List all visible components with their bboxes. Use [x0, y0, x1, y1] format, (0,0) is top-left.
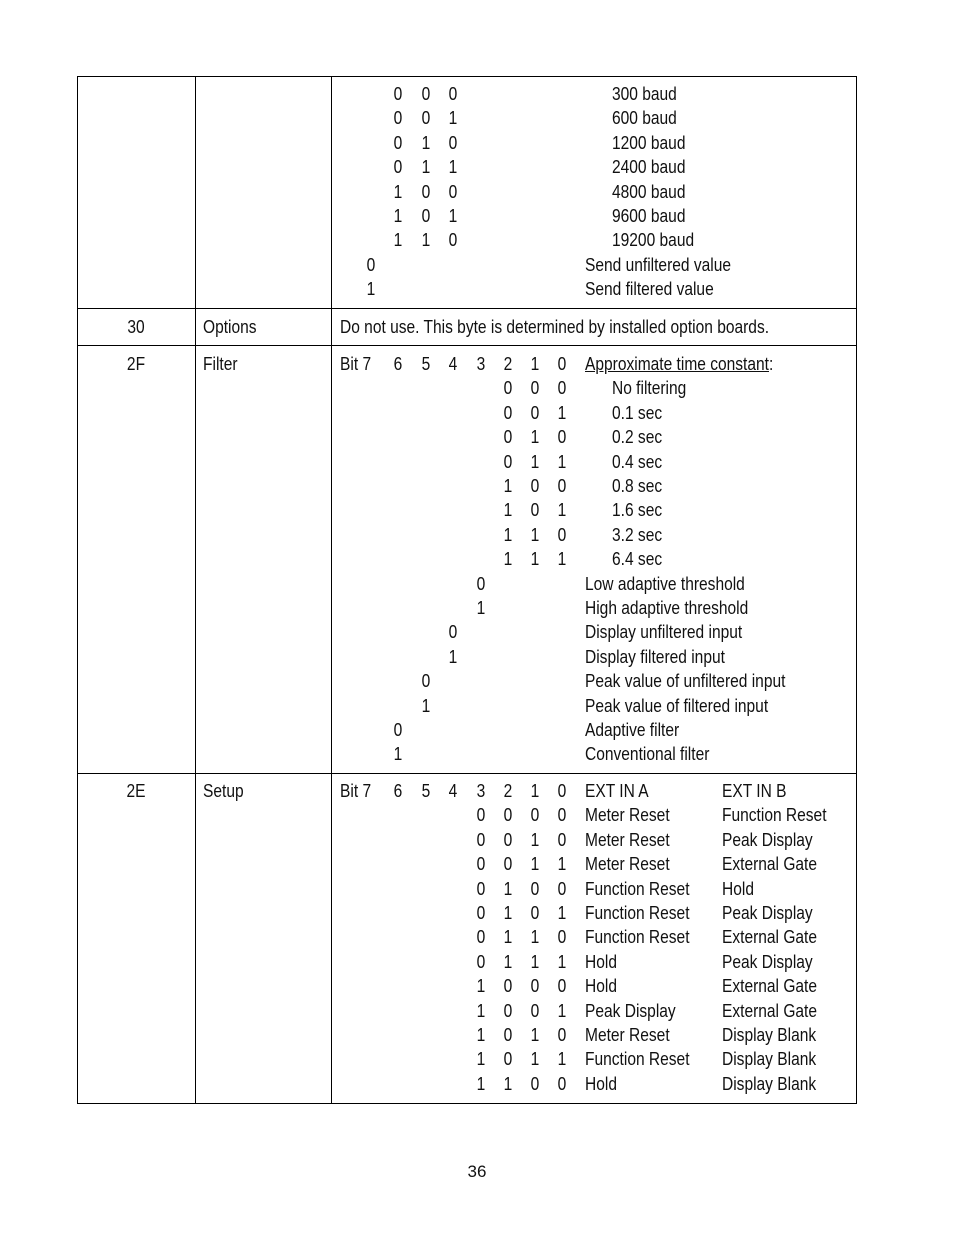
filter-desc-header: Approximate time constant [585, 353, 769, 374]
bit-value: 0 [557, 926, 567, 948]
bit-value: 1 [448, 156, 458, 178]
ext-in-a-function: Meter Reset [585, 804, 670, 826]
ext-in-b-function: External Gate [722, 999, 818, 1021]
bit-header: 3 [476, 353, 486, 374]
bit-value: 0 [557, 1024, 567, 1045]
bit-value: 1 [476, 975, 486, 997]
bit-value: 1 [503, 926, 513, 948]
bit-value: 0 [557, 804, 567, 826]
page-number: 36 [467, 1162, 487, 1181]
ext-in-b-function: Display Blank [722, 1072, 817, 1094]
bit-value: 0 [393, 156, 403, 178]
column-divider [195, 77, 196, 308]
bit-value: 0 [557, 877, 567, 899]
ext-in-a-function: Function Reset [585, 1048, 690, 1070]
bit-value: 1 [503, 475, 513, 496]
bit-value: 0 [421, 107, 431, 129]
bit-value: 0 [530, 902, 540, 923]
bit-header: 0 [557, 780, 567, 801]
bit-value: 1 [530, 523, 540, 545]
bit-value: 0 [366, 253, 376, 275]
bit-value: 0 [476, 804, 486, 826]
bit-description: 0.2 sec [612, 426, 663, 448]
bit-value: 1 [476, 597, 486, 618]
bit-value: 0 [503, 1024, 513, 1045]
bit-description: High adaptive threshold [585, 597, 749, 618]
bit-header: Bit 7 [340, 353, 372, 374]
bit-value: 0 [476, 950, 486, 972]
bit-value: 1 [530, 950, 540, 972]
bit-value: 1 [421, 229, 431, 251]
column-divider [331, 77, 332, 308]
bit-value: 1 [476, 1048, 486, 1070]
bit-header: 0 [557, 353, 567, 374]
bit-value: 0 [530, 377, 540, 399]
bit-value: 1 [393, 180, 403, 202]
bit-value: 1 [503, 548, 513, 570]
bit-header: 4 [448, 353, 458, 374]
column-divider [195, 346, 196, 773]
bit-value: 0 [503, 426, 513, 448]
bit-value: 0 [530, 475, 540, 496]
ext-in-a-function: Function Reset [585, 926, 690, 948]
bit-value: 1 [557, 902, 567, 923]
bit-header: 5 [421, 353, 431, 374]
bit-value: 1 [476, 999, 486, 1021]
ext-in-a-function: Meter Reset [585, 853, 670, 875]
bit-value: 1 [476, 1024, 486, 1045]
column-divider [331, 309, 332, 345]
bit-description: No filtering [612, 377, 687, 399]
bit-value: 1 [448, 205, 458, 226]
bit-description: Peak value of unfiltered input [585, 670, 786, 692]
bit-header: 2 [503, 780, 513, 801]
bit-value: 1 [503, 902, 513, 923]
bit-value: 1 [530, 450, 540, 472]
register-note: Do not use. This byte is determined by installed option boards. [340, 316, 770, 337]
bit-value: 0 [476, 853, 486, 875]
bit-description: 0.1 sec [612, 401, 663, 423]
bit-value: 0 [503, 975, 513, 997]
bit-header: 4 [448, 780, 458, 801]
bit-value: 0 [530, 877, 540, 899]
bit-header: 6 [393, 353, 403, 374]
bit-value: 0 [476, 572, 486, 594]
bit-value: 1 [503, 523, 513, 545]
bit-description: Conventional filter [585, 743, 710, 765]
ext-in-b-function: Display Blank [722, 1024, 817, 1045]
bit-description: Display unfiltered input [585, 621, 743, 643]
bit-header: 5 [421, 780, 431, 801]
ext-in-a-function: Hold [585, 975, 617, 997]
bit-value: 1 [421, 694, 431, 716]
bit-value: 1 [557, 1048, 567, 1070]
bit-value: 1 [503, 499, 513, 521]
bit-value: 0 [557, 523, 567, 545]
ext-in-a-function: Function Reset [585, 902, 690, 923]
ext-in-a-function: Function Reset [585, 877, 690, 899]
bit-value: 1 [557, 499, 567, 521]
bit-description: Display filtered input [585, 645, 725, 667]
filter-desc-header-suffix: : [768, 353, 774, 374]
bit-value: 0 [503, 401, 513, 423]
bit-description: 0.4 sec [612, 450, 663, 472]
register-name: Setup [203, 780, 244, 801]
bit-value: 0 [421, 83, 431, 104]
bit-value: 0 [530, 999, 540, 1021]
table-row-baud [77, 76, 857, 309]
bit-header: 6 [393, 780, 403, 801]
bit-header: 1 [530, 780, 540, 801]
bit-value: 1 [530, 926, 540, 948]
bit-value: 0 [557, 426, 567, 448]
bit-header: 1 [530, 353, 540, 374]
bit-value: 0 [448, 180, 458, 202]
bit-value: 1 [476, 1072, 486, 1094]
ext-in-b-function: Hold [722, 877, 754, 899]
bit-header: 3 [476, 780, 486, 801]
bit-value: 0 [421, 205, 431, 226]
ext-in-a-function: Hold [585, 950, 617, 972]
bit-value: 1 [393, 205, 403, 226]
bit-value: 0 [448, 229, 458, 251]
register-name: Options [203, 316, 257, 337]
bit-description: 1.6 sec [612, 499, 663, 521]
bit-value: 1 [530, 548, 540, 570]
bit-value: 1 [557, 450, 567, 472]
bit-description: 1200 baud [612, 131, 686, 153]
bit-description: Adaptive filter [585, 719, 680, 740]
bit-value: 0 [393, 83, 403, 104]
ext-in-b-function: Display Blank [722, 1048, 817, 1070]
bit-value: 1 [503, 950, 513, 972]
bit-value: 0 [393, 131, 403, 153]
bit-value: 0 [530, 975, 540, 997]
bit-value: 0 [530, 499, 540, 521]
ext-in-a-function: Meter Reset [585, 828, 670, 850]
bit-value: 0 [503, 999, 513, 1021]
bit-value: 0 [448, 621, 458, 643]
bit-value: 0 [448, 131, 458, 153]
bit-value: 0 [476, 877, 486, 899]
bit-value: 1 [421, 156, 431, 178]
bit-value: 0 [421, 670, 431, 692]
ext-in-b-function: Peak Display [722, 902, 813, 923]
ext-in-a-function: Peak Display [585, 999, 676, 1021]
bit-description: 9600 baud [612, 205, 686, 226]
bit-value: 1 [393, 743, 403, 765]
bit-description: Low adaptive threshold [585, 572, 745, 594]
bit-value: 0 [448, 83, 458, 104]
bit-value: 0 [557, 828, 567, 850]
bit-value: 0 [503, 804, 513, 826]
bit-value: 1 [530, 426, 540, 448]
bit-value: 1 [503, 877, 513, 899]
bit-value: 0 [557, 475, 567, 496]
bit-value: 0 [476, 902, 486, 923]
bit-description: 600 baud [612, 107, 677, 129]
bit-value: 0 [503, 377, 513, 399]
bit-value: 1 [557, 548, 567, 570]
bit-description: Peak value of filtered input [585, 694, 769, 716]
bit-value: 0 [557, 377, 567, 399]
ext-in-a-header: EXT IN A [585, 780, 649, 801]
bit-value: 1 [530, 1024, 540, 1045]
bit-description: 4800 baud [612, 180, 686, 202]
bit-value: 0 [530, 1072, 540, 1094]
bit-value: 1 [530, 1048, 540, 1070]
bit-description: 19200 baud [612, 229, 695, 251]
bit-description: Send filtered value [585, 278, 714, 300]
bit-value: 0 [476, 926, 486, 948]
ext-in-b-header: EXT IN B [722, 780, 787, 801]
ext-in-b-function: External Gate [722, 926, 818, 948]
ext-in-b-function: Peak Display [722, 950, 813, 972]
bit-value: 1 [503, 1072, 513, 1094]
bit-value: 1 [393, 229, 403, 251]
bit-header: Bit 7 [340, 780, 372, 801]
bit-value: 0 [503, 853, 513, 875]
register-code: 2E [126, 780, 146, 801]
register-code: 30 [127, 316, 145, 337]
bit-value: 0 [530, 804, 540, 826]
bit-value: 1 [557, 401, 567, 423]
column-divider [195, 309, 196, 345]
bit-description: Send unfiltered value [585, 253, 732, 275]
bit-value: 0 [503, 828, 513, 850]
ext-in-a-function: Hold [585, 1072, 617, 1094]
register-code: 2F [126, 353, 146, 374]
bit-description: 6.4 sec [612, 548, 663, 570]
column-divider [331, 774, 332, 1103]
bit-value: 1 [366, 278, 376, 300]
bit-value: 0 [421, 180, 431, 202]
ext-in-b-function: External Gate [722, 853, 818, 875]
bit-value: 1 [530, 828, 540, 850]
bit-value: 1 [557, 853, 567, 875]
bit-description: 0.8 sec [612, 475, 663, 496]
column-divider [331, 346, 332, 773]
bit-value: 1 [448, 107, 458, 129]
bit-value: 0 [393, 107, 403, 129]
ext-in-b-function: External Gate [722, 975, 818, 997]
bit-value: 0 [393, 719, 403, 740]
bit-header: 2 [503, 353, 513, 374]
bit-value: 0 [503, 1048, 513, 1070]
bit-value: 0 [503, 450, 513, 472]
bit-value: 0 [557, 975, 567, 997]
bit-value: 0 [476, 828, 486, 850]
bit-value: 0 [557, 1072, 567, 1094]
bit-value: 1 [421, 131, 431, 153]
bit-value: 0 [530, 401, 540, 423]
column-divider [195, 774, 196, 1103]
bit-value: 1 [557, 950, 567, 972]
register-name: Filter [203, 353, 238, 374]
ext-in-b-function: Peak Display [722, 828, 813, 850]
bit-description: 2400 baud [612, 156, 686, 178]
ext-in-a-function: Meter Reset [585, 1024, 670, 1045]
bit-value: 1 [448, 645, 458, 667]
bit-description: 300 baud [612, 83, 677, 104]
bit-value: 1 [530, 853, 540, 875]
ext-in-b-function: Function Reset [722, 804, 827, 826]
bit-description: 3.2 sec [612, 523, 663, 545]
bit-value: 1 [557, 999, 567, 1021]
